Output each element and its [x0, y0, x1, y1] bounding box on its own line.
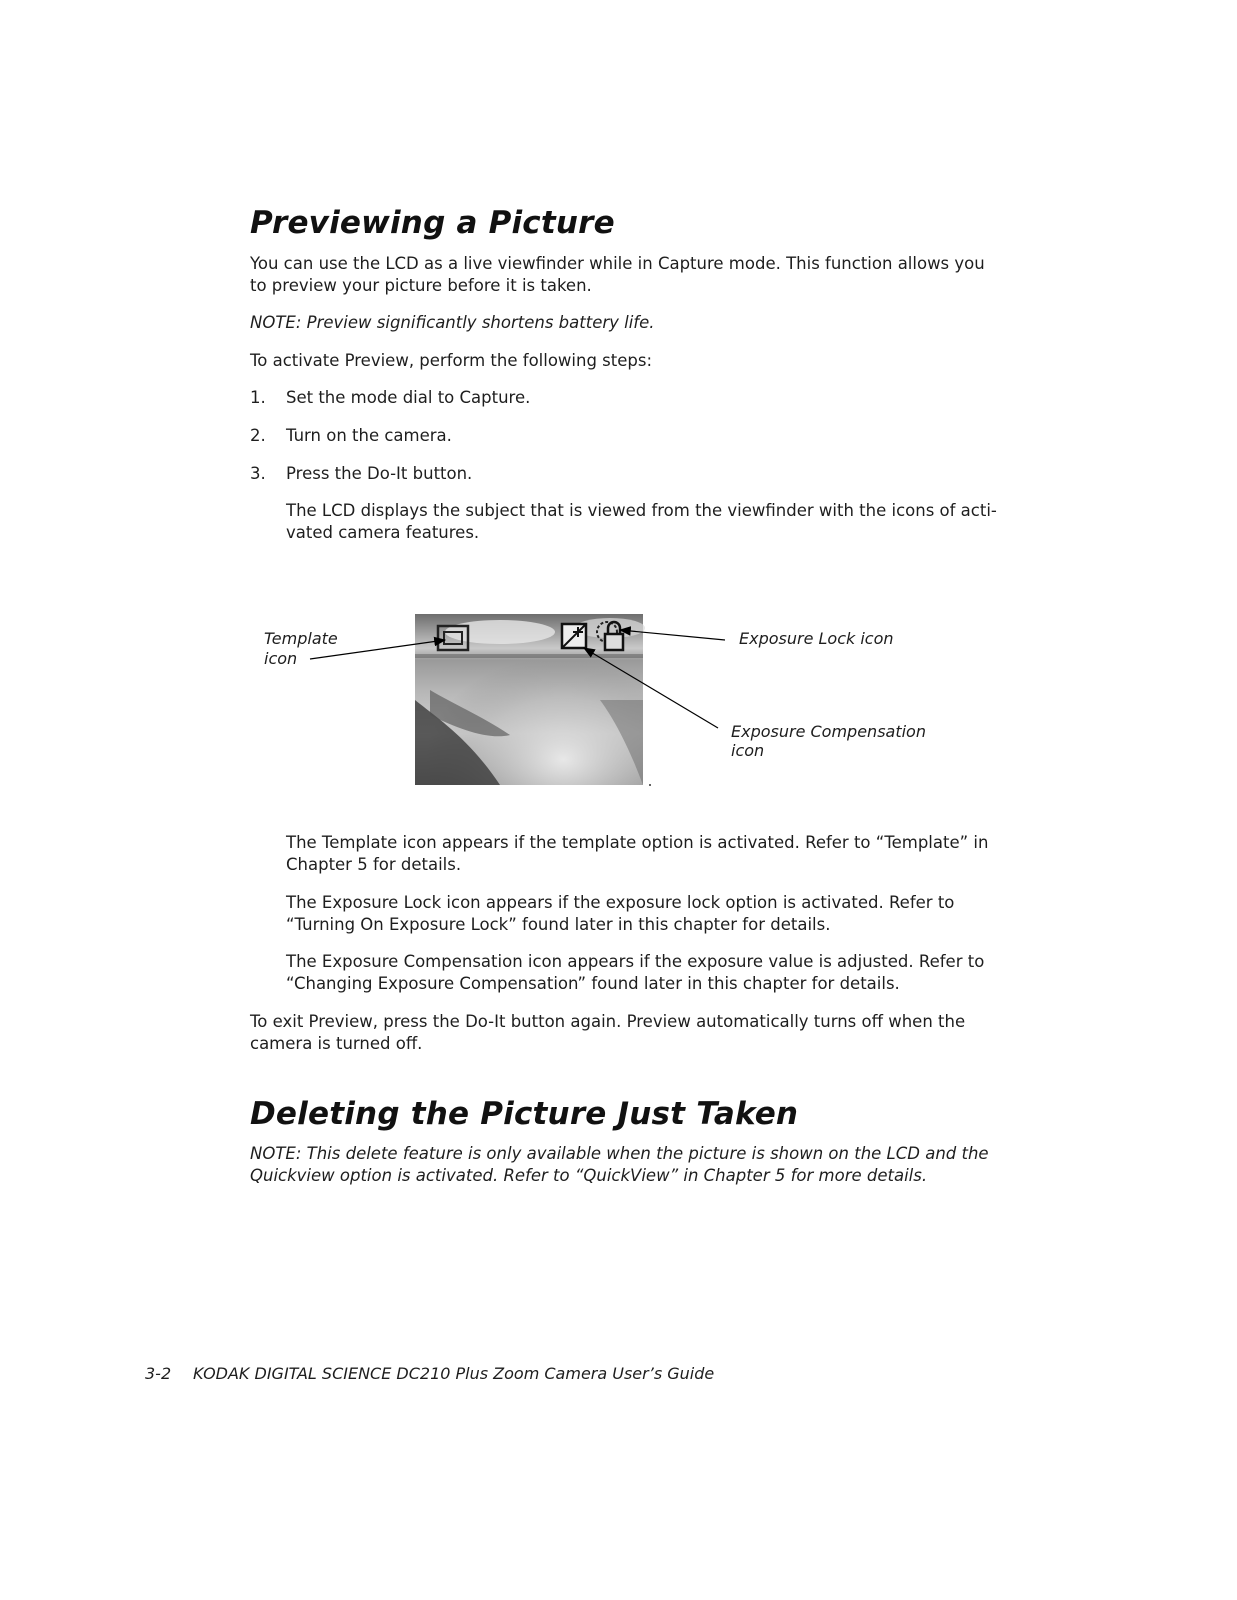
- comp-desc-line-2: “Changing Exposure Compensation” found later in this chapter for details.: [286, 974, 900, 993]
- exposure-lock-label: Exposure Lock icon: [739, 629, 894, 648]
- step3-detail-line-1: The LCD displays the subject that is viewed from the viewfinder with the icons of acti-: [286, 501, 997, 520]
- exposure-comp-label-line-2: icon: [731, 741, 765, 760]
- step-text: Set the mode dial to Capture.: [286, 388, 531, 407]
- lock-desc-line-1: The Exposure Lock icon appears if the exposure lock option is activated. Refer to: [286, 893, 955, 912]
- step-number: 3.: [250, 464, 266, 483]
- template-label-line-1: Template: [264, 629, 338, 648]
- step-number: 2.: [250, 426, 266, 445]
- step-number: 1.: [250, 388, 266, 407]
- step-text: Press the Do-It button.: [286, 464, 473, 483]
- exposure-compensation-icon: [562, 624, 586, 648]
- intro-line-1: You can use the LCD as a live viewfinder while in Capture mode. This function allows you: [250, 254, 985, 273]
- footer-page-number: 3-2: [145, 1364, 172, 1383]
- template-label-line-2: icon: [264, 649, 298, 668]
- step3-detail-line-2: vated camera features.: [286, 523, 480, 542]
- steps-intro: To activate Preview, perform the following steps:: [250, 351, 653, 370]
- exposure-comp-label-line-1: Exposure Compensation: [731, 722, 926, 741]
- exit-desc-line-2: camera is turned off.: [250, 1034, 423, 1053]
- intro-line-2: to preview your picture before it is taken.: [250, 276, 592, 295]
- battery-note: NOTE: Preview significantly shortens battery life.: [250, 313, 655, 332]
- delete-note-line-2: Quickview option is activated. Refer to “QuickView” in Chapter 5 for more details.: [250, 1166, 928, 1185]
- section-title-previewing: Previewing a Picture: [250, 205, 615, 241]
- template-desc-line-1: The Template icon appears if the template option is activated. Refer to “Template” in: [286, 833, 989, 852]
- step-text: Turn on the camera.: [286, 426, 452, 445]
- delete-note-line-1: NOTE: This delete feature is only available when the picture is shown on the LCD and the: [250, 1144, 989, 1163]
- template-desc-line-2: Chapter 5 for details.: [286, 855, 462, 874]
- lock-desc-line-2: “Turning On Exposure Lock” found later in this chapter for details.: [286, 915, 831, 934]
- stray-dot: [649, 784, 651, 786]
- section-title-deleting: Deleting the Picture Just Taken: [250, 1096, 799, 1132]
- comp-desc-line-1: The Exposure Compensation icon appears if the exposure value is adjusted. Refer to: [286, 952, 985, 971]
- exit-desc-line-1: To exit Preview, press the Do-It button again. Preview automatically turns off when the: [250, 1012, 966, 1031]
- footer-title: KODAK DIGITAL SCIENCE DC210 Plus Zoom Camera User’s Guide: [193, 1364, 715, 1383]
